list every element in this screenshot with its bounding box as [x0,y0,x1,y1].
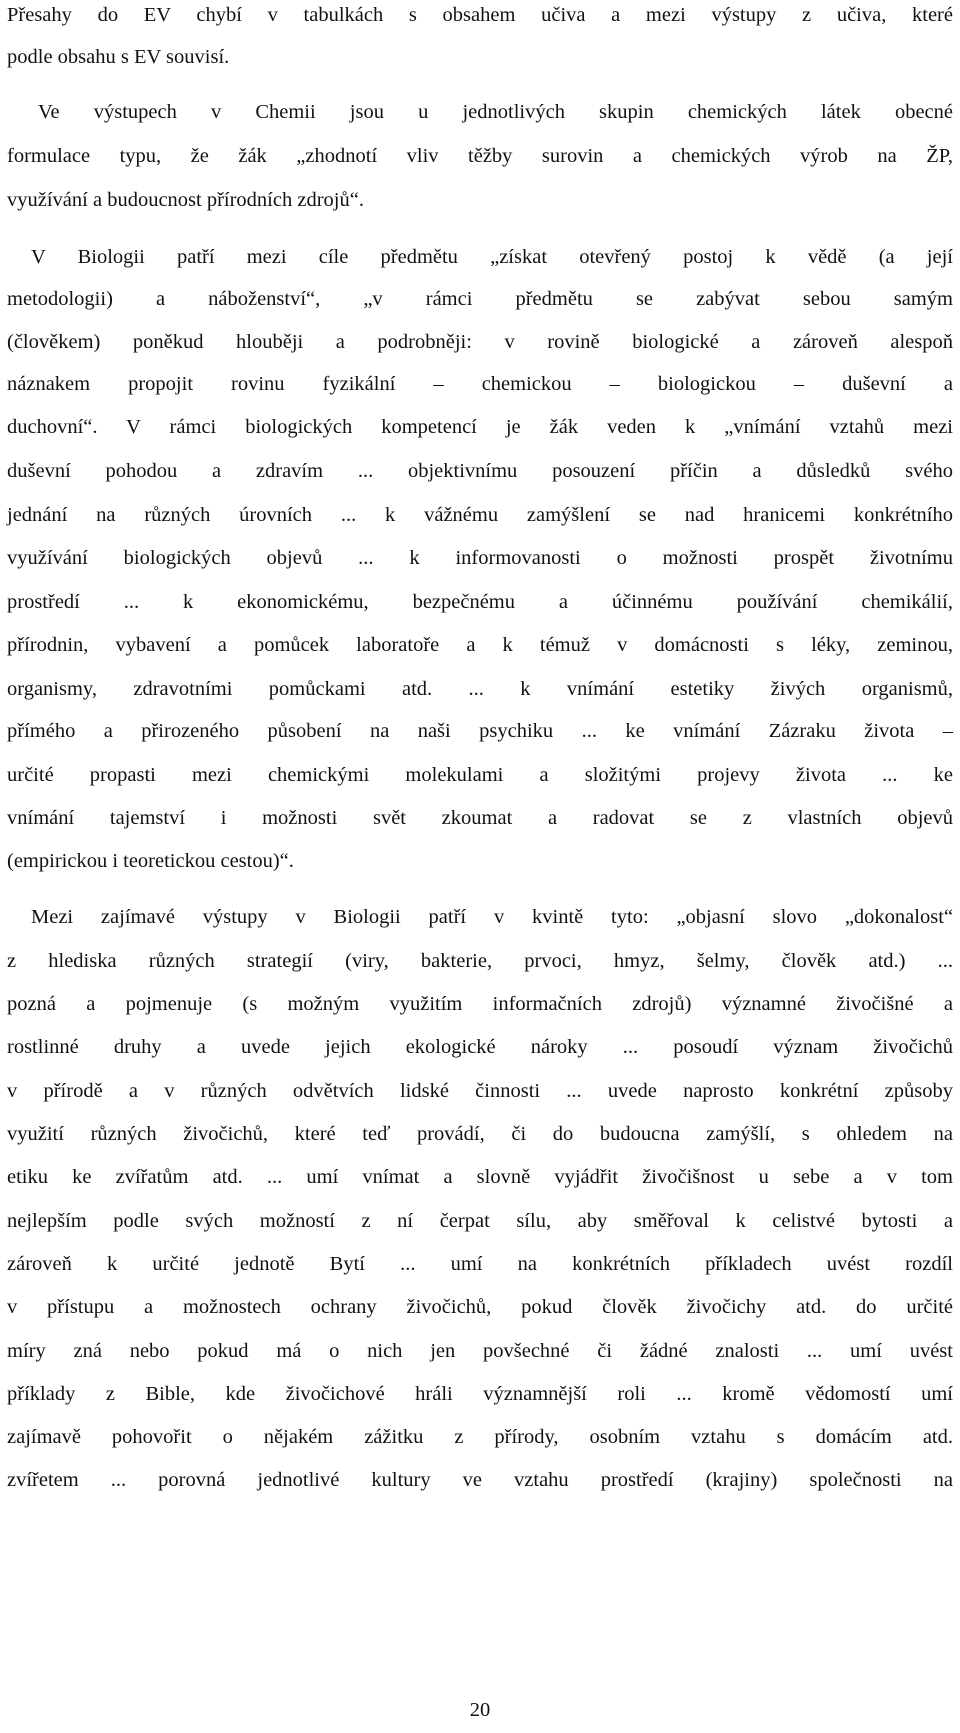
paragraph-4-line-6: využití různých živočichů, které teď provádí, či do budoucna zamýšlí, s ohledem na [7,1123,953,1145]
paragraph-4-line-12: příklady z Bible, kde živočichové hráli významnější roli ... kromě vědomostí umí [7,1383,953,1405]
paragraph-3-line-10: přírodnin, vybavení a pomůcek laboratoře a k témuž v domácnosti s léky, zeminou, [7,634,953,656]
paragraph-2-line-1: Ve výstupech v Chemii jsou u jednotlivých skupin chemických látek obecné [38,101,953,123]
paragraph-4-line-10: v přístupu a možnostech ochrany živočichů, pokud člověk živočichy atd. do určité [7,1296,953,1318]
paragraph-3-line-8: využívání biologických objevů ... k informovanosti o možnosti prospět životnímu [7,547,953,569]
paragraph-4-line-4: rostlinné druhy a uvede jejich ekologické nároky ... posoudí význam živočichů [7,1036,953,1058]
paragraph-1-line-2: podle obsahu s EV souvisí. [7,46,230,68]
paragraph-3-line-5: duchovní“. V rámci biologických kompetencí je žák veden k „vnímání vztahů mezi [7,416,953,438]
paragraph-3-line-1: V Biologii patří mezi cíle předmětu „získat otevřený postoj k vědě (a její [31,246,953,268]
paragraph-3-line-12: přímého a přirozeného působení na naši psychiku ... ke vnímání Zázraku života – [7,720,953,742]
paragraph-4-line-11: míry zná nebo pokud má o nich jen povšechné či žádné znalosti ... umí uvést [7,1340,953,1362]
paragraph-3-line-13: určité propasti mezi chemickými molekulami a složitými projevy života ... ke [7,764,953,786]
paragraph-3-line-2: metodologii) a náboženství“, „v rámci předmětu se zabývat sebou samým [7,288,953,310]
paragraph-3-line-9: prostředí ... k ekonomickému, bezpečnému a účinnému používání chemikálií, [7,591,953,613]
paragraph-4-line-8: nejlepším podle svých možností z ní čerpat sílu, aby směřoval k celistvé bytosti a [7,1210,953,1232]
paragraph-3-line-14: vnímání tajemství i možnosti svět zkoumat a radovat se z vlastních objevů [7,807,953,829]
paragraph-4-line-13: zajímavě pohovořit o nějakém zážitku z přírody, osobním vztahu s domácím atd. [7,1426,953,1448]
paragraph-3-line-7: jednání na různých úrovních ... k vážnému zamýšlení se nad hranicemi konkrétního [7,504,953,526]
paragraph-4-line-5: v přírodě a v různých odvětvích lidské činnosti ... uvede naprosto konkrétní způsoby [7,1080,953,1102]
paragraph-3-line-11: organismy, zdravotními pomůckami atd. ... k vnímání estetiky živých organismů, [7,678,953,700]
paragraph-4-line-1: Mezi zajímavé výstupy v Biologii patří v kvintě tyto: „objasní slovo „dokonalost“ [31,906,953,928]
paragraph-4-line-2: z hlediska různých strategií (viry, bakterie, prvoci, hmyz, šelmy, člověk atd.) ... [7,950,953,972]
paragraph-2-line-2: formulace typu, že žák „zhodnotí vliv těžby surovin a chemických výrob na ŽP, [7,145,953,167]
paragraph-4-line-3: pozná a pojmenuje (s možným využitím informačních zdrojů) významné živočišné a [7,993,953,1015]
paragraph-3-line-15: (empirickou i teoretickou cestou)“. [7,850,294,872]
paragraph-3-line-6: duševní pohodou a zdravím ... objektivnímu posouzení příčin a důsledků svého [7,460,953,482]
page-number: 20 [469,1699,491,1721]
paragraph-1-line-1: Přesahy do EV chybí v tabulkách s obsahem učiva a mezi výstupy z učiva, které [7,4,953,26]
paragraph-3-line-4: náznakem propojit rovinu fyzikální – chemickou – biologickou – duševní a [7,373,953,395]
paragraph-3-line-3: (člověkem) poněkud hlouběji a podrobněji: v rovině biologické a zároveň alespoň [7,331,953,353]
paragraph-4-line-14: zvířetem ... porovná jednotlivé kultury ve vztahu prostředí (krajiny) společnosti na [7,1469,953,1491]
paragraph-4-line-9: zároveň k určité jednotě Bytí ... umí na konkrétních příkladech uvést rozdíl [7,1253,953,1275]
paragraph-4-line-7: etiku ke zvířatům atd. ... umí vnímat a slovně vyjádřit živočišnost u sebe a v tom [7,1166,953,1188]
paragraph-2-line-3: využívání a budoucnost přírodních zdrojů“. [7,189,364,211]
